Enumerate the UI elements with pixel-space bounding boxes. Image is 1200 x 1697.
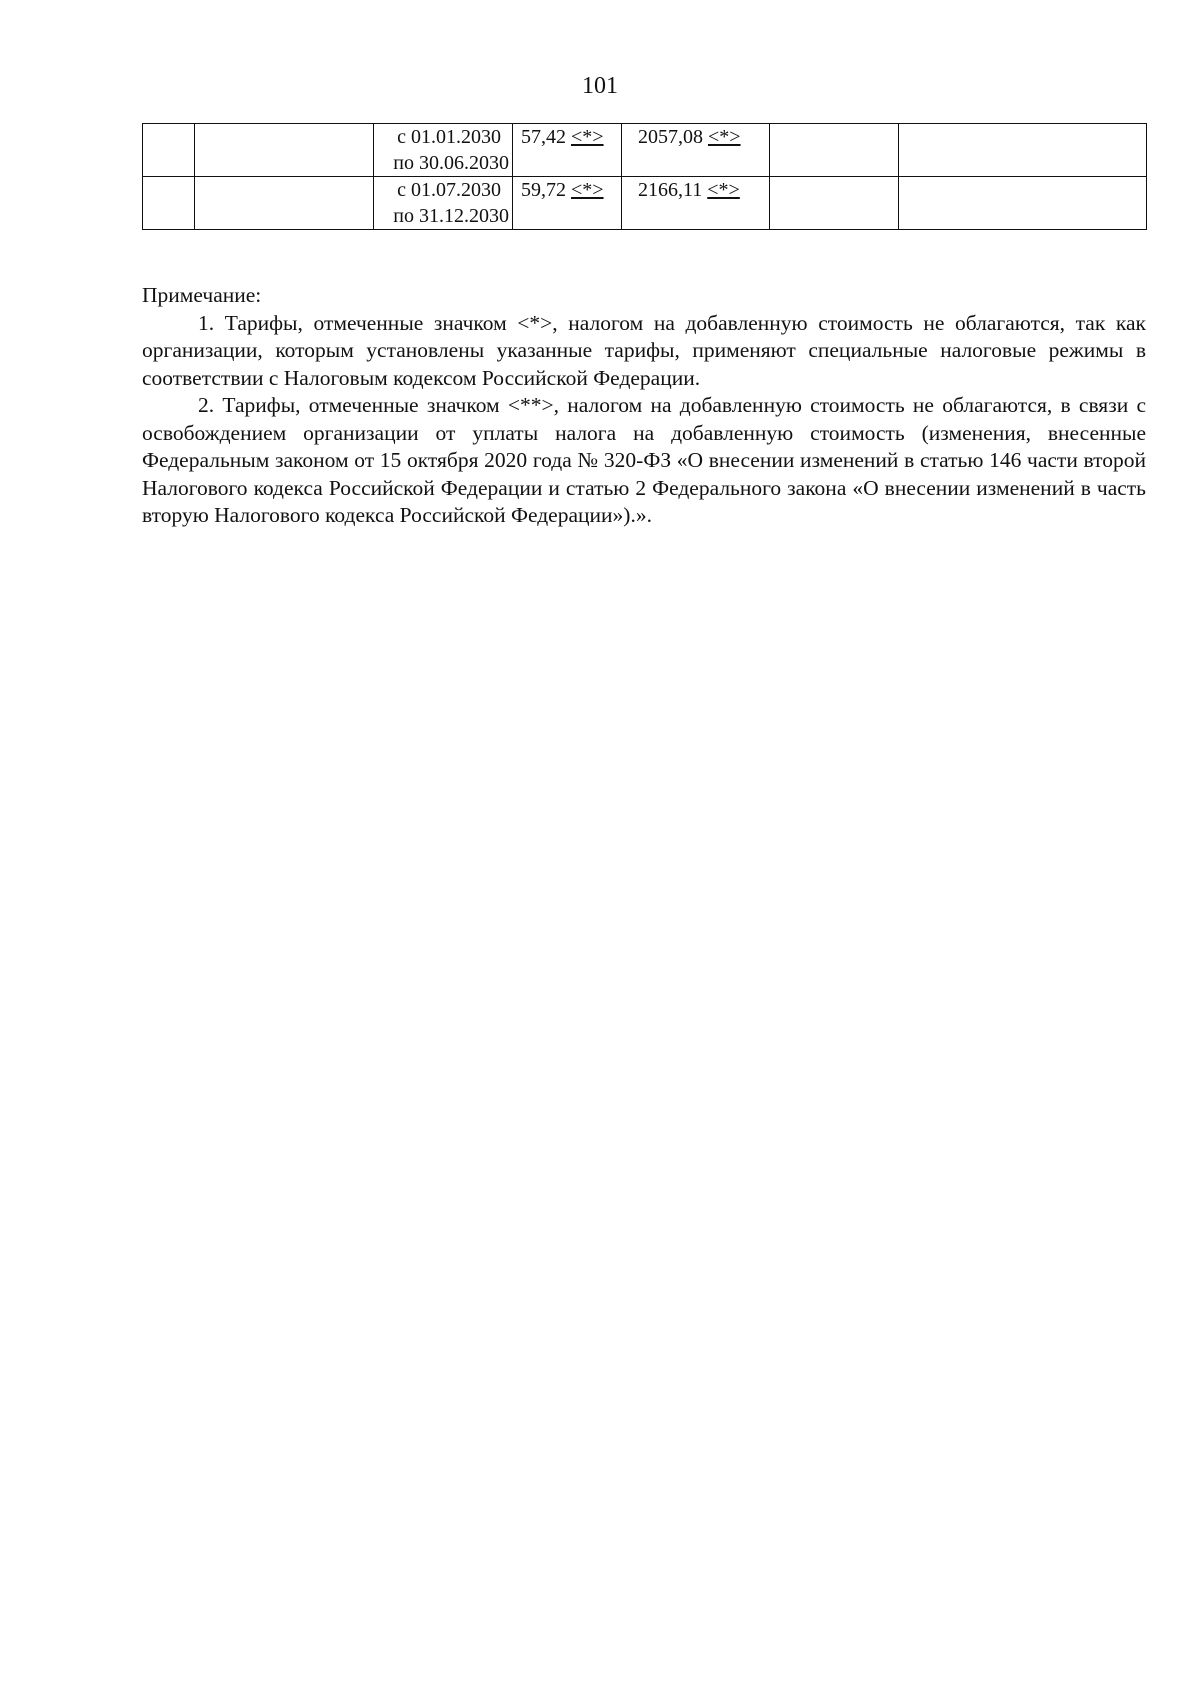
table-cell-rate (513, 124, 622, 177)
table-cell-period (374, 124, 513, 177)
period-from: с 01.01.2030 (397, 126, 501, 148)
table-cell-empty (770, 124, 899, 177)
period-to: по 30.06.2030 (393, 152, 509, 174)
rate-mark-link[interactable]: <*> (571, 126, 604, 148)
note-item: 2. Тарифы, отмеченные значком <**>, налогом на добавленную стоимость не облагаются, в связи с освобождением организации от уплаты налога на добавленную стоимость (изменения, внесенные Федеральным законом от 15 октября 2020 года № 320-ФЗ «О внесении изменений в статью 146 части второй Налогового кодекса Российской Федерации и статью 2 Федерального закона «О внесении изменений в часть вторую Налогового кодекса Российской Федерации»).». (142, 393, 1146, 527)
table-cell-organization (195, 124, 374, 177)
table-cell-rate-total (622, 124, 770, 177)
rate-value: 57,42 (521, 126, 566, 148)
tariff-table (142, 123, 1147, 230)
table-cell-number (143, 124, 195, 177)
table-cell-rate (513, 177, 622, 230)
table-cell-empty (899, 124, 1147, 177)
rate-total-mark-link[interactable]: <*> (708, 126, 741, 148)
table-cell-rate-total (622, 177, 770, 230)
rate-total-value: 2057,08 (638, 126, 703, 148)
period-from: с 01.07.2030 (397, 179, 501, 201)
table-cell-organization (195, 177, 374, 230)
rate-total-mark-link[interactable]: <*> (707, 179, 740, 201)
table-cell-number (143, 177, 195, 230)
period-to: по 31.12.2030 (393, 205, 509, 227)
table-cell-empty (770, 177, 899, 230)
table-cell-period (374, 177, 513, 230)
notes-section (142, 282, 1146, 530)
table-cell-empty (899, 177, 1147, 230)
rate-total-value: 2166,11 (638, 179, 703, 201)
note-item: 1. Тарифы, отмеченные значком <*>, налогом на добавленную стоимость не облагаются, так как организации, которым установлены указанные тарифы, применяют специальные налоговые режимы в соответствии с Налоговым кодексом Российской Федерации. (142, 310, 1146, 390)
table-row (143, 177, 1147, 230)
table-row (143, 124, 1147, 177)
page-number: 101 (582, 73, 618, 99)
notes-title: Примечание: (142, 283, 262, 307)
rate-mark-link[interactable]: <*> (571, 179, 604, 201)
rate-value: 59,72 (521, 179, 566, 201)
